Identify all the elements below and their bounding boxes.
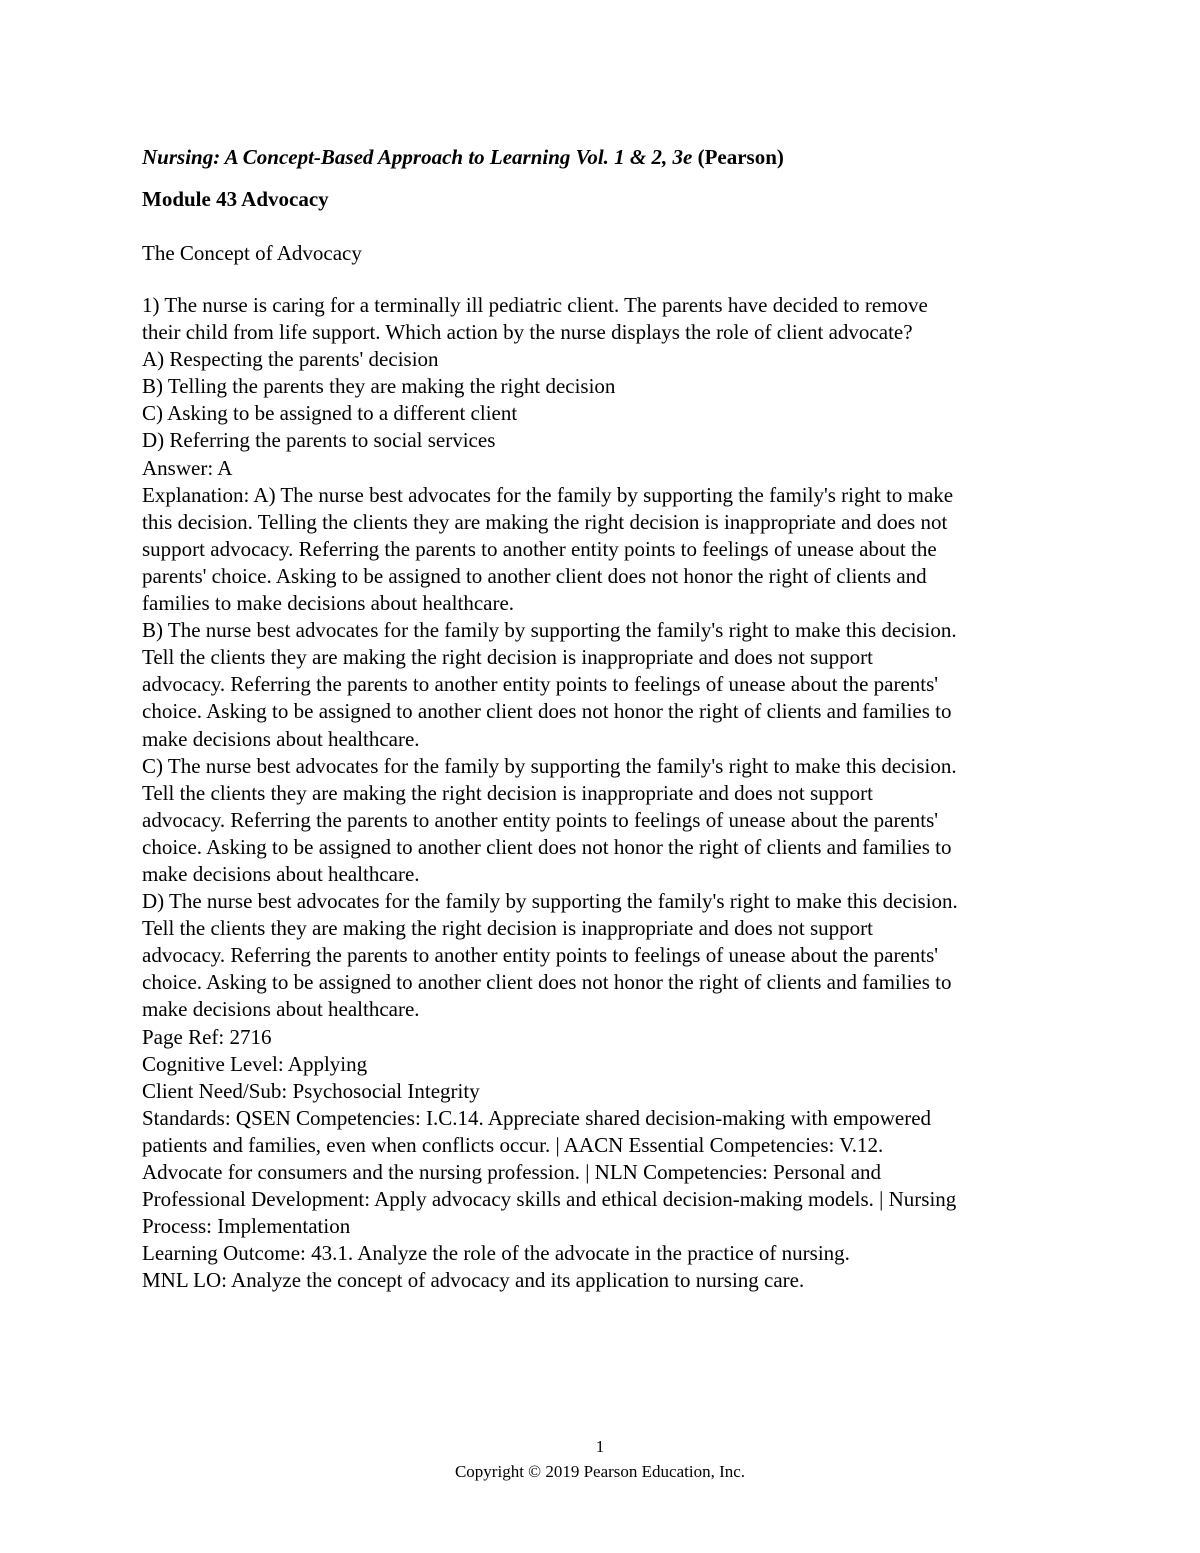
explanation-line: choice. Asking to be assigned to another client does not honor the right of clients and families to [142,970,952,995]
book-title: Nursing: A Concept-Based Approach to Learning Vol. 1 & 2, 3e [142,145,693,169]
standards-line: Standards: QSEN Competencies: I.C.14. Appreciate shared decision-making with empowered [142,1105,932,1130]
explanation-line: Explanation: A) The nurse best advocates for the family by supporting the family's right to make [142,482,954,507]
explanation-line: parents' choice. Asking to be assigned to another client does not honor the right of clients and [142,563,927,588]
page-ref: Page Ref: 2716 [142,1024,272,1049]
question-block [142,292,1072,1294]
answer-option: B) Telling the parents they are making the right decision [142,374,616,399]
explanation-line: make decisions about healthcare. [142,861,420,886]
explanation-line: make decisions about healthcare. [142,997,420,1022]
explanation-line: families to make decisions about healthcare. [142,591,515,616]
answer-option: A) Respecting the parents' decision [142,347,439,372]
answer-option: D) Referring the parents to social services [142,428,496,453]
answer-option: C) Asking to be assigned to a different client [142,401,518,426]
standards-line: Process: Implementation [142,1214,351,1239]
standards-line: Professional Development: Apply advocacy skills and ethical decision-making models. | Nursing [142,1187,957,1212]
explanation-line: support advocacy. Referring the parents to another entity points to feelings of unease about the [142,536,937,561]
copyright-notice: Copyright © 2019 Pearson Education, Inc. [454,1462,746,1481]
explanation-line: choice. Asking to be assigned to another client does not honor the right of clients and families to [142,699,952,724]
answer-key: Answer: A [142,455,233,480]
question-stem-line: 1) The nurse is caring for a terminally ill pediatric client. The parents have decided to remove [142,293,928,317]
explanation-line: B) The nurse best advocates for the family by supporting the family's right to make this decision. [142,618,957,643]
explanation-line: make decisions about healthcare. [142,726,420,751]
section-heading: The Concept of Advocacy [142,241,362,265]
explanation-line: Tell the clients they are making the right decision is inappropriate and does not support [142,780,874,805]
standards-line: Advocate for consumers and the nursing profession. | NLN Competencies: Personal and [142,1160,882,1184]
explanation-line: Tell the clients they are making the right decision is inappropriate and does not support [142,916,874,941]
question-stem-line: their child from life support. Which action by the nurse displays the role of client advocate? [142,320,913,345]
learning-outcome: Learning Outcome: 43.1. Analyze the role of the advocate in the practice of nursing. [142,1241,850,1266]
explanation-line: advocacy. Referring the parents to another entity points to feelings of unease about the parents' [142,807,939,832]
page-number: 1 [595,1437,605,1456]
cognitive-level: Cognitive Level: Applying [142,1051,368,1076]
explanation-line: choice. Asking to be assigned to another client does not honor the right of clients and families to [142,834,952,859]
explanation-line: Tell the clients they are making the right decision is inappropriate and does not support [142,645,874,670]
explanation-line: C) The nurse best advocates for the family by supporting the family's right to make this decision. [142,753,957,778]
publisher: (Pearson) [697,145,784,169]
explanation-line: advocacy. Referring the parents to another entity points to feelings of unease about the parents' [142,943,939,968]
explanation-line: this decision. Telling the clients they are making the right decision is inappropriate and does not [142,509,948,534]
explanation-line: advocacy. Referring the parents to another entity points to feelings of unease about the parents' [142,672,939,697]
explanation-line: D) The nurse best advocates for the family by supporting the family's right to make this decision. [142,889,958,914]
module-heading: Module 43 Advocacy [142,187,329,211]
mnl-learning-outcome: MNL LO: Analyze the concept of advocacy and its application to nursing care. [142,1268,805,1293]
book-title-line [142,140,784,174]
standards-line: patients and families, even when conflicts occur. | AACN Essential Competencies: V.12. [142,1132,884,1157]
client-need: Client Need/Sub: Psychosocial Integrity [142,1078,480,1103]
